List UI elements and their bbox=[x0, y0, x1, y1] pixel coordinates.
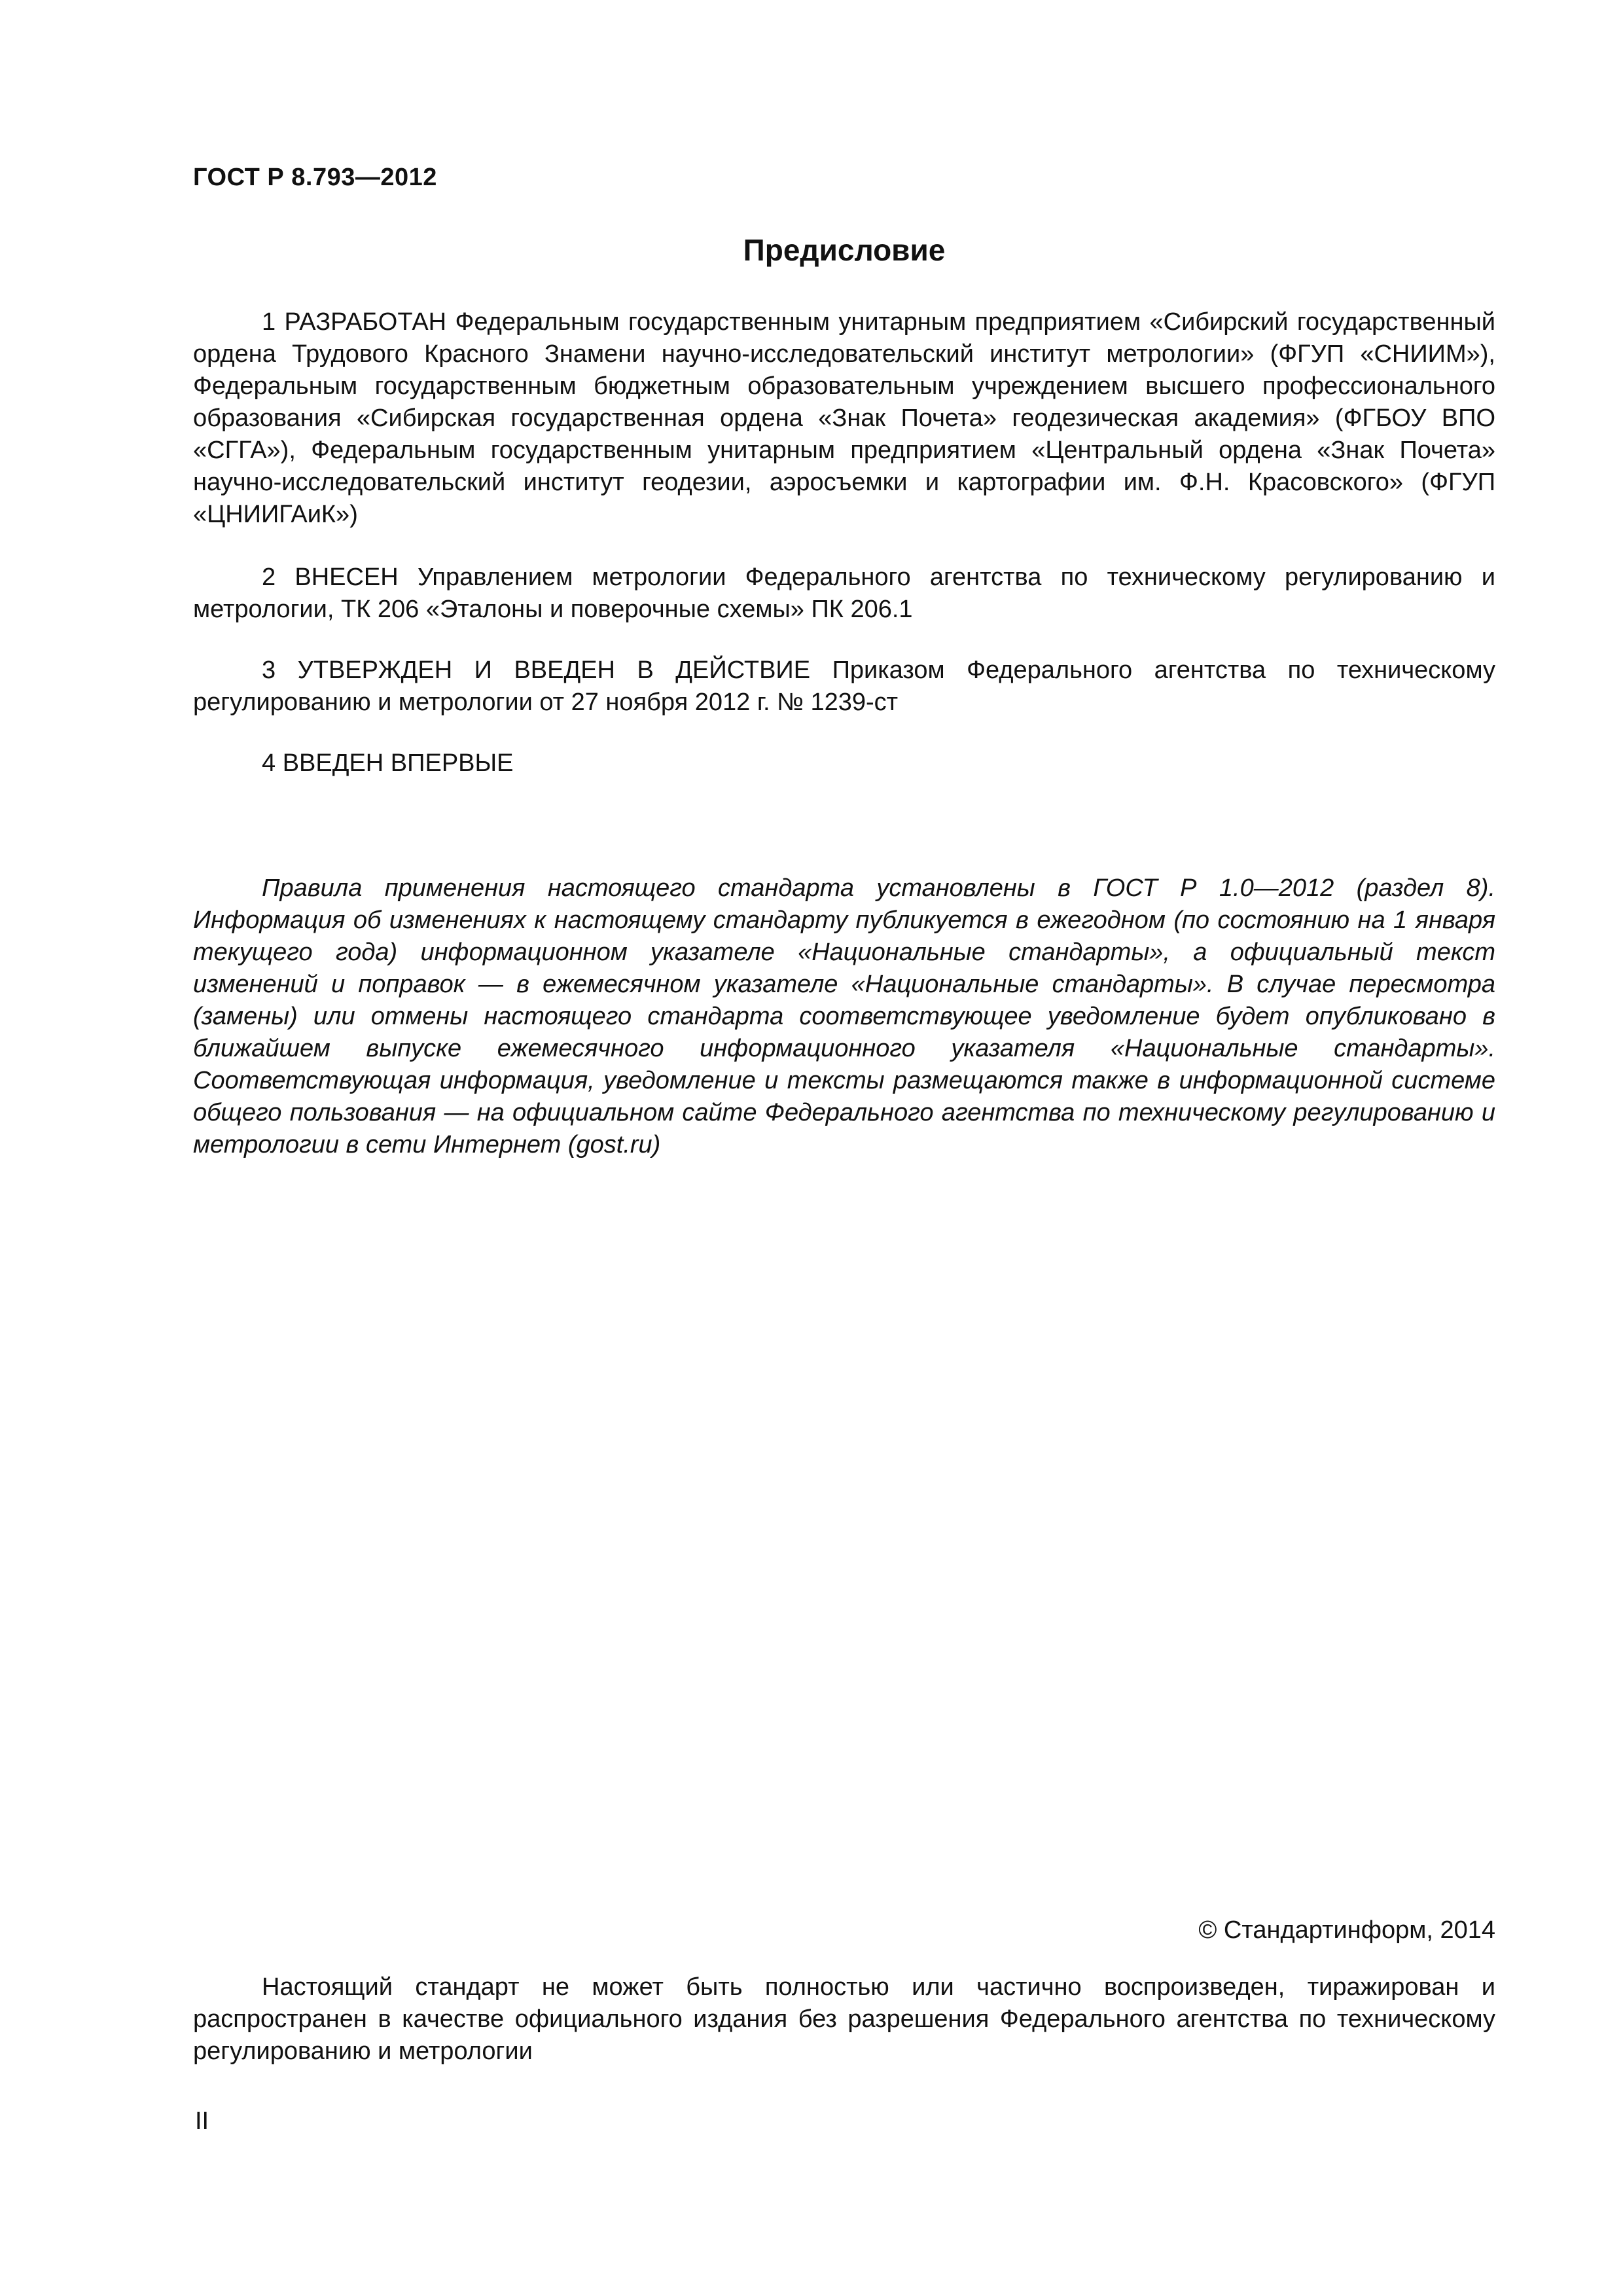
page-title: Предисловие bbox=[743, 233, 946, 267]
page-number: II bbox=[195, 2108, 209, 2135]
copyright-line: © Стандартинформ, 2014 bbox=[1198, 1916, 1495, 1944]
reproduction-notice bbox=[193, 1971, 1495, 2068]
paragraph-approved-text: 3 УТВЕРЖДЕН И ВВЕДЕН В ДЕЙСТВИЕ Приказом Федерального агентства по техническому регулированию и метрологии от 27 ноября 2012 г. № 1239-ст bbox=[193, 656, 1495, 716]
standard-header: ГОСТ Р 8.793—2012 bbox=[193, 164, 437, 191]
rules-note bbox=[193, 872, 1495, 1161]
reproduction-notice-text: Настоящий стандарт не может быть полностью или частично воспроизведен, тиражирован и распространен в качестве официального издания без разрешения Федерального агентства по техническому регулированию и метрологии bbox=[193, 1973, 1495, 2065]
paragraph-approved bbox=[193, 655, 1495, 719]
rules-note-text: Правила применения настоящего стандарта установлены в ГОСТ Р 1.0—2012 (раздел 8). Информация об изменениях к настоящему стандарту публикуется в ежегодном (по состоянию на 1 января текущего года) информационном указателе «Национальные стандарты», а официальный текст изменений и поправок — в ежемесячном указателе «Национальные стандарты». В случае пересмотра (замены) или отмены настоящего стандарта соответствующее уведомление будет опубликовано в ближайшем выпуске ежемесячного информационного указателя «Национальные стандарты». Соответствующая информация, уведомление и тексты размещаются также в информационной системе общего пользования — на официальном сайте Федерального агентства по техническому регулированию и метрологии в сети Интернет (gost.ru) bbox=[193, 874, 1495, 1158]
paragraph-developed bbox=[193, 306, 1495, 531]
paragraph-introduced bbox=[193, 562, 1495, 626]
paragraph-introduced-text: 2 ВНЕСЕН Управлением метрологии Федерального агентства по техническому регулированию и метрологии, ТК 206 «Эталоны и поверочные схемы» ПК 206.1 bbox=[193, 564, 1495, 623]
paragraph-developed-text: 1 РАЗРАБОТАН Федеральным государственным унитарным предприятием «Сибирский государственный ордена Трудового Красного Знамени научно-исследовательский институт метрологии» (ФГУП «СНИИМ»), Федеральным государственным бюджетным образовательным учреждением высшего профессионального образования «Сибирская государственная ордена «Знак Почета» геодезическая академия» (ФГБОУ ВПО «СГГА»), Федеральным государственным унитарным предприятием «Центральный ордена «Знак Почета» научно-исследовательский институт геодезии, аэросъемки и картографии им. Ф.Н. Красовского» (ФГУП «ЦНИИГАиК») bbox=[193, 308, 1495, 528]
paragraph-first-introduced bbox=[193, 747, 1495, 780]
paragraph-first-introduced-text: 4 ВВЕДЕН ВПЕРВЫЕ bbox=[262, 749, 514, 777]
